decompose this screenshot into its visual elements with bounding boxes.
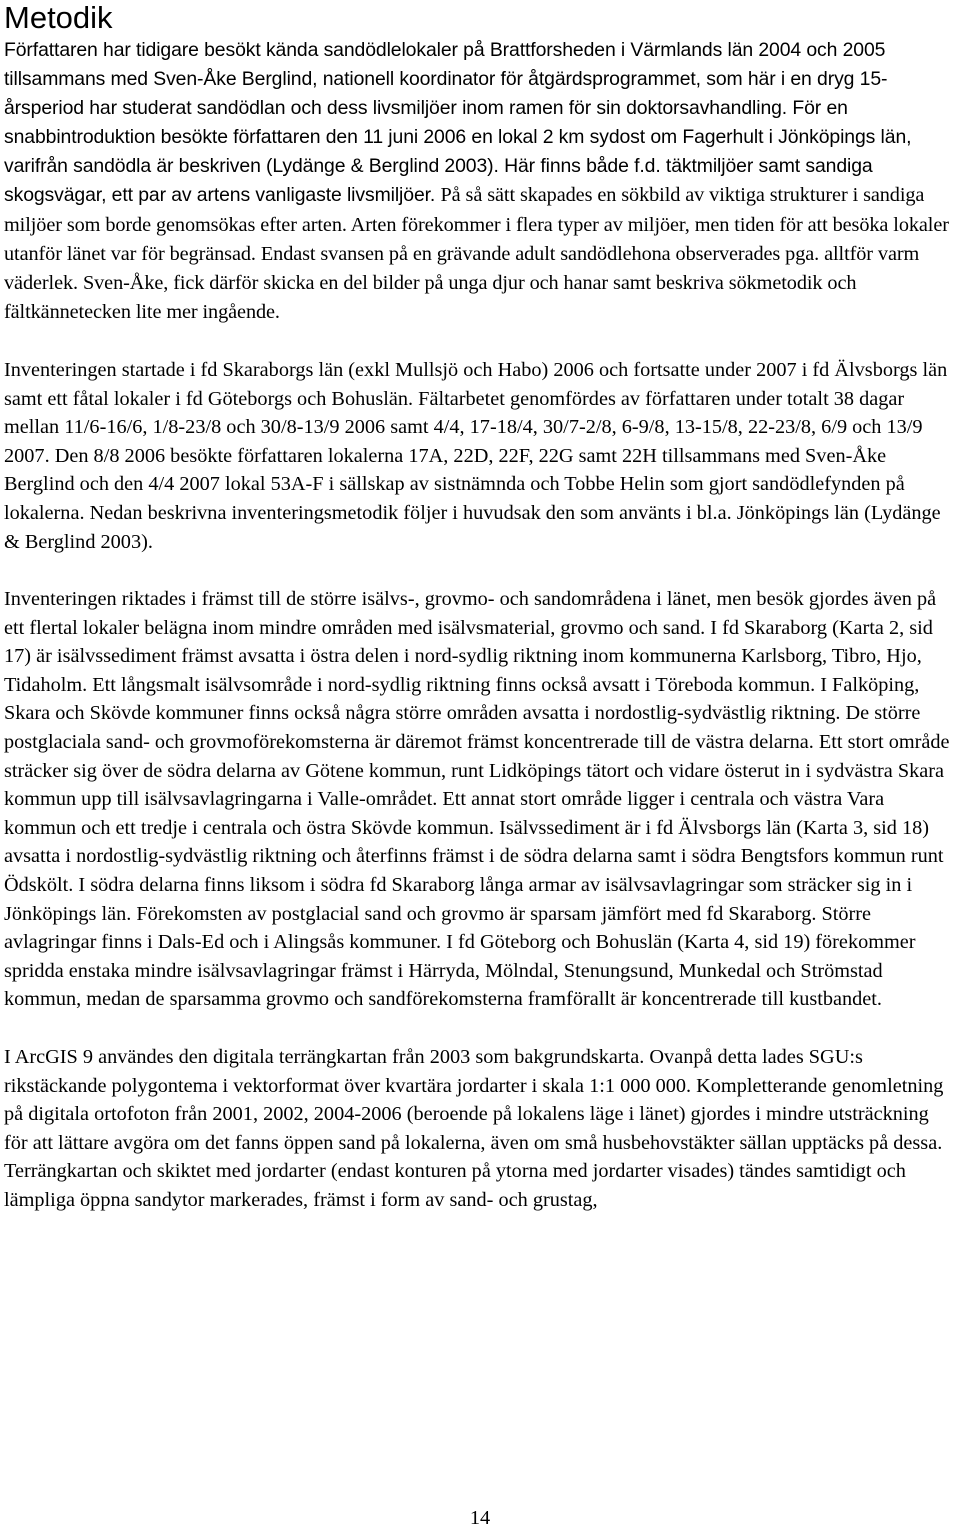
paragraph-inventory-areas: Inventeringen riktades i främst till de större isälvs-, grovmo- och sandområdena i länet, men besök gjordes även på ett flertal lokaler belägna inom mindre områden med isälvsmaterial, grovmo och sand. I fd Skaraborg (Karta 2, sid 17) är isälvssediment främst avsatta i östra delen i nord-sydlig riktning inom kommunerna Karlsborg, Tibro, Hjo, Tidaholm. Ett långsmalt isälvsområde i nord-sydlig riktning finns också avsatt i Töreboda kommun. I Falköping, Skara och Skövde kommuner finns också några större områden avsatta i nordostlig-sydvästlig riktning. De större postglaciala sand- och grovmoförekomsterna är däremot främst koncentrerade till de västra delarna. Ett stort område sträcker sig över de södra delarna av Götene kommun, runt Lidköpings tätort och vidare österut in i sydvästra Skara kommun upp till isälvsavlagringarna i Valle-området. Ett annat stort område ligger i centrala och västra Vara kommun och ett tredje i centrala och östra Skövde kommun. Isälvssediment är i fd Älvsborgs län (Karta 3, sid 18) avsatta i nordostlig-sydvästlig riktning och återfinns främst i de södra delarna samt i södra Bengtsfors kommun runt Ödskölt. I södra delarna finns liksom i södra fd Skaraborg långa armar av isälvsavlagringar som sträcker sig in i Jönköpings län. Förekomsten av postglacial sand och grovmo är sparsam jämfört med fd Skaraborg. Större avlagringar finns i Dals-Ed och i Alingsås kommuner. I fd Göteborg och Bohuslän (Karta 4, sid 19) förekommer spridda enstaka mindre isälvsavlagringar främst i Härryda, Mölndal, Stenungsund, Munkedal och Strömstad kommun, medan de sparsamma grovmo och sandförekomsterna framförallt är koncentrerade till kustbandet. [4,588,950,1011]
paragraph-gap [4,1014,956,1043]
document-page [4,0,956,1215]
paragraph-inventory-start: Inventeringen startade i fd Skaraborgs län (exkl Mullsjö och Habo) 2006 och fortsatte under 2007 i fd Älvsborgs län samt ett fåtal lokaler i fd Göteborgs och Bohuslän. Fältarbetet genomfördes av författaren under totalt 38 dagar mellan 11/6-16/6, 1/8-23/8 och 30/8-13/9 2006 samt 4/4, 17-18/4, 30/7-2/8, 6-9/8, 13-15/8, 22-23/8, 6/9 och 13/9 2007. Den 8/8 2006 besökte författaren lokalerna 17A, 22D, 22F, 22G samt 22H tillsammans med Sven-Åke Berglind och den 4/4 2007 lokal 53A-F i sällskap av sistnämnda och Tobbe Helin som gjort sandödlefynden på lokalerna. Nedan beskrivna inventeringsmetodik följer i huvudsak den som använts i bl.a. Jönköpings län (Lydänge & Berglind 2003). [4,358,948,553]
paragraph-intro-sans: Författaren har tidigare besökt kända sandödlelokaler på Brattforsheden i Värmlands län 2004 och 2005 tillsammans med Sven-Åke Berglind, nationell koordinator för åtgärdsprogrammet, som här i en dryg 15-årsperiod har studerat sandödlan och dess livsmiljöer inom ramen för sin doktorsavhandling. För en snabbintroduktion besökte författaren den 11 juni 2006 en lokal 2 km sydost om Fagerhult i Jönköpings län, varifrån sandödla är beskriven (Lydänge & Berglind 2003). Här finns både f.d. täktmiljöer samt sandiga skogsvägar, ett par av artens vanligaste livsmiljöer. [4,39,912,207]
section-heading: Metodik [4,0,113,35]
paragraph-gap [4,556,956,585]
page-number: 14 [469,1507,491,1529]
paragraph-intro-serif: På så sätt skapades en sökbild av viktiga strukturer i sandiga miljöer som borde genomsökas efter arten. Arten förekommer i flera typer av miljöer, men tiden för att besöka lokaler utanför länet var för begränsad. Endast svansen på en grävande adult sandödlehona observerades pga. alltför varm väderlek. Sven-Åke, fick därför skicka en del bilder på unga djur och hanar samt beskriva sökmetodik och fältkännetecken lite mer ingående. [4,184,949,323]
paragraph-intro [4,36,956,327]
paragraph-arcgis: I ArcGIS 9 användes den digitala terrängkartan från 2003 som bakgrundskarta. Ovanpå detta lades SGU:s rikstäckande polygontema i vektorformat över kvartära jordarter i skala 1:1 000 000. Kompletterande genomletning på digitala ortofoton från 2001, 2002, 2004-2006 (beroende på lokalens läge i länet) gjordes i mindre utsträckning för att lättare avgöra om det fanns öppen sand på lokalerna, även om små husbehovstäkter sällan upptäcks på dessa. Terrängkartan och skiktet med jordarter (endast konturen på ytorna med jordarter visades) tändes samtidigt och lämpliga öppna sandytor markerades, främst i form av sand- och grustag, [4,1046,944,1211]
paragraph-gap [4,327,956,356]
